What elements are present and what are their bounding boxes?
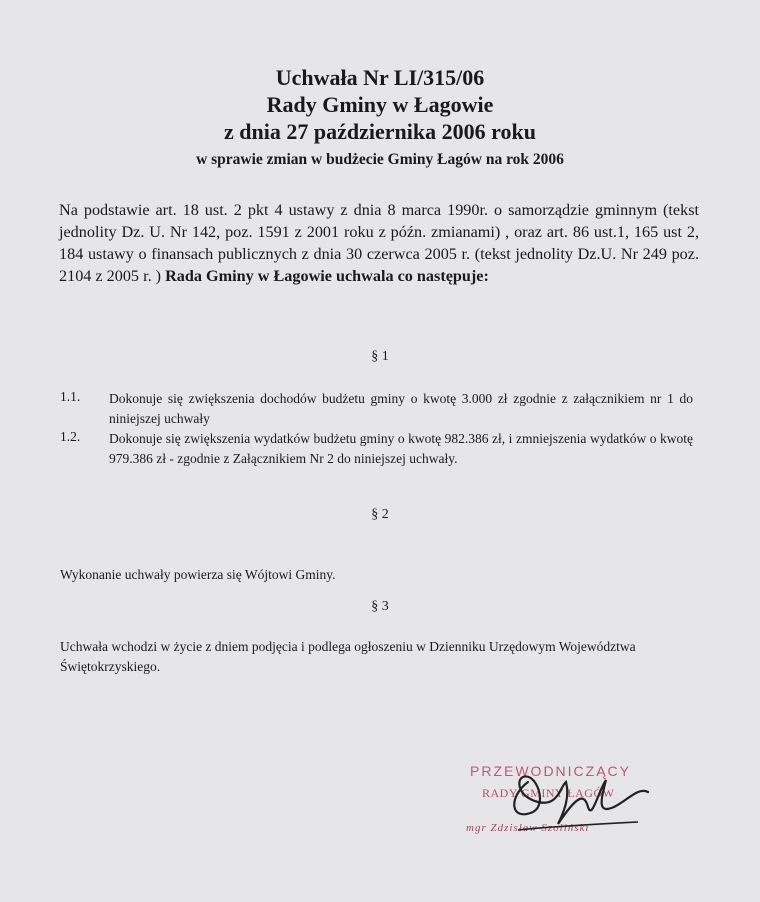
item-1-number: 1.1. [60, 389, 81, 404]
resolution-number: Uchwała Nr LI/315/06 [275, 65, 485, 90]
section-2-text: Wykonanie uchwały powierza się Wójtowi Gminy. [60, 567, 336, 582]
section-1-heading: § 1 [371, 349, 389, 364]
section-3-text: Uchwała wchodzi w życie z dniem podjęcia i podlega ogłoszeniu w Dzienniku Urzędowym Województwa Świętokrzyskiego. [60, 639, 636, 674]
resolution-date: z dnia 27 października 2006 roku [224, 119, 536, 144]
stamp-council: RADY GMINY ŁAGÓW [482, 786, 615, 800]
item-2-text: Dokonuje się zwiększenia wydatków budżetu gminy o kwotę 982.386 zł, i zmniejszenia wydatków o kwotę 979.386 zł - zgodnie z Załącznikiem Nr 2 do niniejszej uchwały. [109, 431, 693, 466]
section-2-heading: § 2 [371, 507, 389, 522]
stamp-title: PRZEWODNICZĄCY [470, 763, 631, 779]
preamble-bold-text: Rada Gminy w Łagowie uchwala co następuje: [165, 267, 489, 285]
resolution-subject: w sprawie zmian w budżecie Gminy Łagów na rok 2006 [196, 151, 564, 168]
stamp-name: mgr Zdzisław Szoliński [466, 822, 590, 834]
preamble-paragraph [59, 199, 699, 287]
handwritten-signature [488, 752, 658, 852]
preamble-text: Na podstawie art. 18 ust. 2 pkt 4 ustawy z dnia 8 marca 1990r. o samorządzie gminnym (tekst jednolity Dz. U. Nr 142, poz. 1591 z 2001 roku z późn. zmianami) , oraz art. 86 ust.1, 165 ust 2, 184 ustawy o finansach publicznych z dnia 30 czerwca 2005 r. (tekst jednolity Dz.U. Nr 249 poz. 2104 z 2005 r. ) [59, 201, 699, 285]
item-2-number: 1.2. [60, 429, 81, 444]
section-3-heading: § 3 [371, 599, 389, 614]
council-name: Rady Gminy w Łagowie [266, 92, 494, 117]
item-1-text: Dokonuje się zwiększenia dochodów budżetu gminy o kwotę 3.000 zł zgodnie z załącznikiem nr 1 do niniejszej uchwały [109, 391, 693, 426]
